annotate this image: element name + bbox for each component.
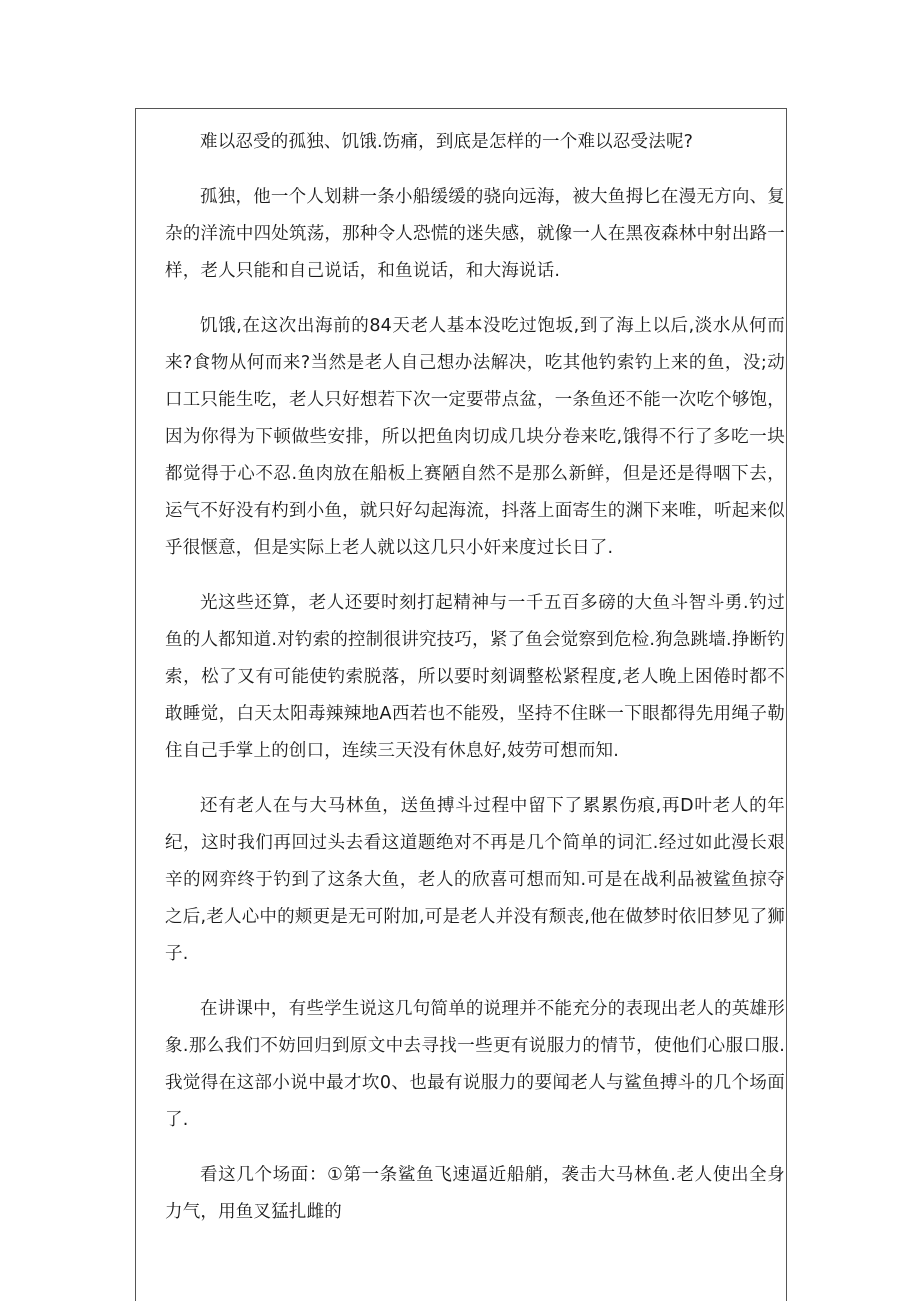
paragraph-6: 在讲课中，有些学生说这几句简单的说理并不能充分的表现出老人的英雄形象.那么我们不妨回归到原文中去寻找一些更有说服力的情节，使他们心服口服.我觉得在这部小说中最才坎0、也最有说服力的要闻老人与鲨鱼搏斗的几个场面了.: [165, 999, 785, 1130]
document-body: [165, 124, 785, 1249]
paragraph-7: 看这几个场面：①第一条鲨鱼飞速逼近船艄，袭击大马林鱼.老人使出全身力气，用鱼叉猛扎雌的: [165, 1165, 785, 1222]
paragraph-4: 光这些还算，老人还要时刻打起精神与一千五百多磅的大鱼斗智斗勇.钓过鱼的人都知道.对钓索的控制很讲究技巧，紧了鱼会觉察到危检.狗急跳墙.挣断钓索，松了又有可能使钓索脱落，所以要时刻调整松紧程度,老人晚上困倦时都不敢睡觉，白天太阳毒辣辣地A西若也不能殁，坚持不住眯一下眼都得先用绳子勒住自己手掌上的创口，连续三天没有休息好,妓劳可想而知.: [165, 593, 785, 761]
paragraph-3: 饥饿,在这次出海前的84天老人基本没吃过饱坂,到了海上以后,淡水从何而来?食物从何而来?当然是老人自己想办法解决，吃其他钓索钓上来的鱼，没;动口工只能生吃，老人只好想若下次一定要带点盆，一条鱼还不能一次吃个够饱，因为你得为下顿做些安排，所以把鱼肉切成几块分卷来吃,饿得不行了多吃一块都觉得于心不忍.鱼肉放在船板上赛陋自然不是那么新鲜，但是还是得咽下去，运气不好没有杓到小鱼，就只好勾起海流，抖落上面寄生的渊下来唯，听起来似乎很惬意，但是实际上老人就以这几只小奸来度过长日了.: [165, 316, 785, 558]
paragraph-2: 孤独，他一个人划耕一条小船缓缓的骁向远海，被大鱼拇匕在漫无方向、复杂的洋流中四处筑荡，那种令人恐慌的迷失感，就像一人在黑夜森林中射出路一样，老人只能和自己说话，和鱼说话，和大海说话.: [165, 187, 785, 281]
paragraph-5: 还有老人在与大马林鱼，送鱼搏斗过程中留下了累累伤痕,再D叶老人的年纪，这时我们再回过头去看这道题绝对不再是几个简单的词汇.经过如此漫长艰辛的网弈终于钓到了这条大鱼，老人的欣喜可想而知.可是在战利品被鲨鱼掠夺之后,老人心中的颊更是无可附加,可是老人并没有颓丧,他在做梦时依旧梦见了狮子.: [165, 796, 785, 964]
paragraph-1: 难以忍受的孤独、饥饿.饬痛，到底是怎样的一个难以忍受法呢?: [200, 132, 694, 152]
